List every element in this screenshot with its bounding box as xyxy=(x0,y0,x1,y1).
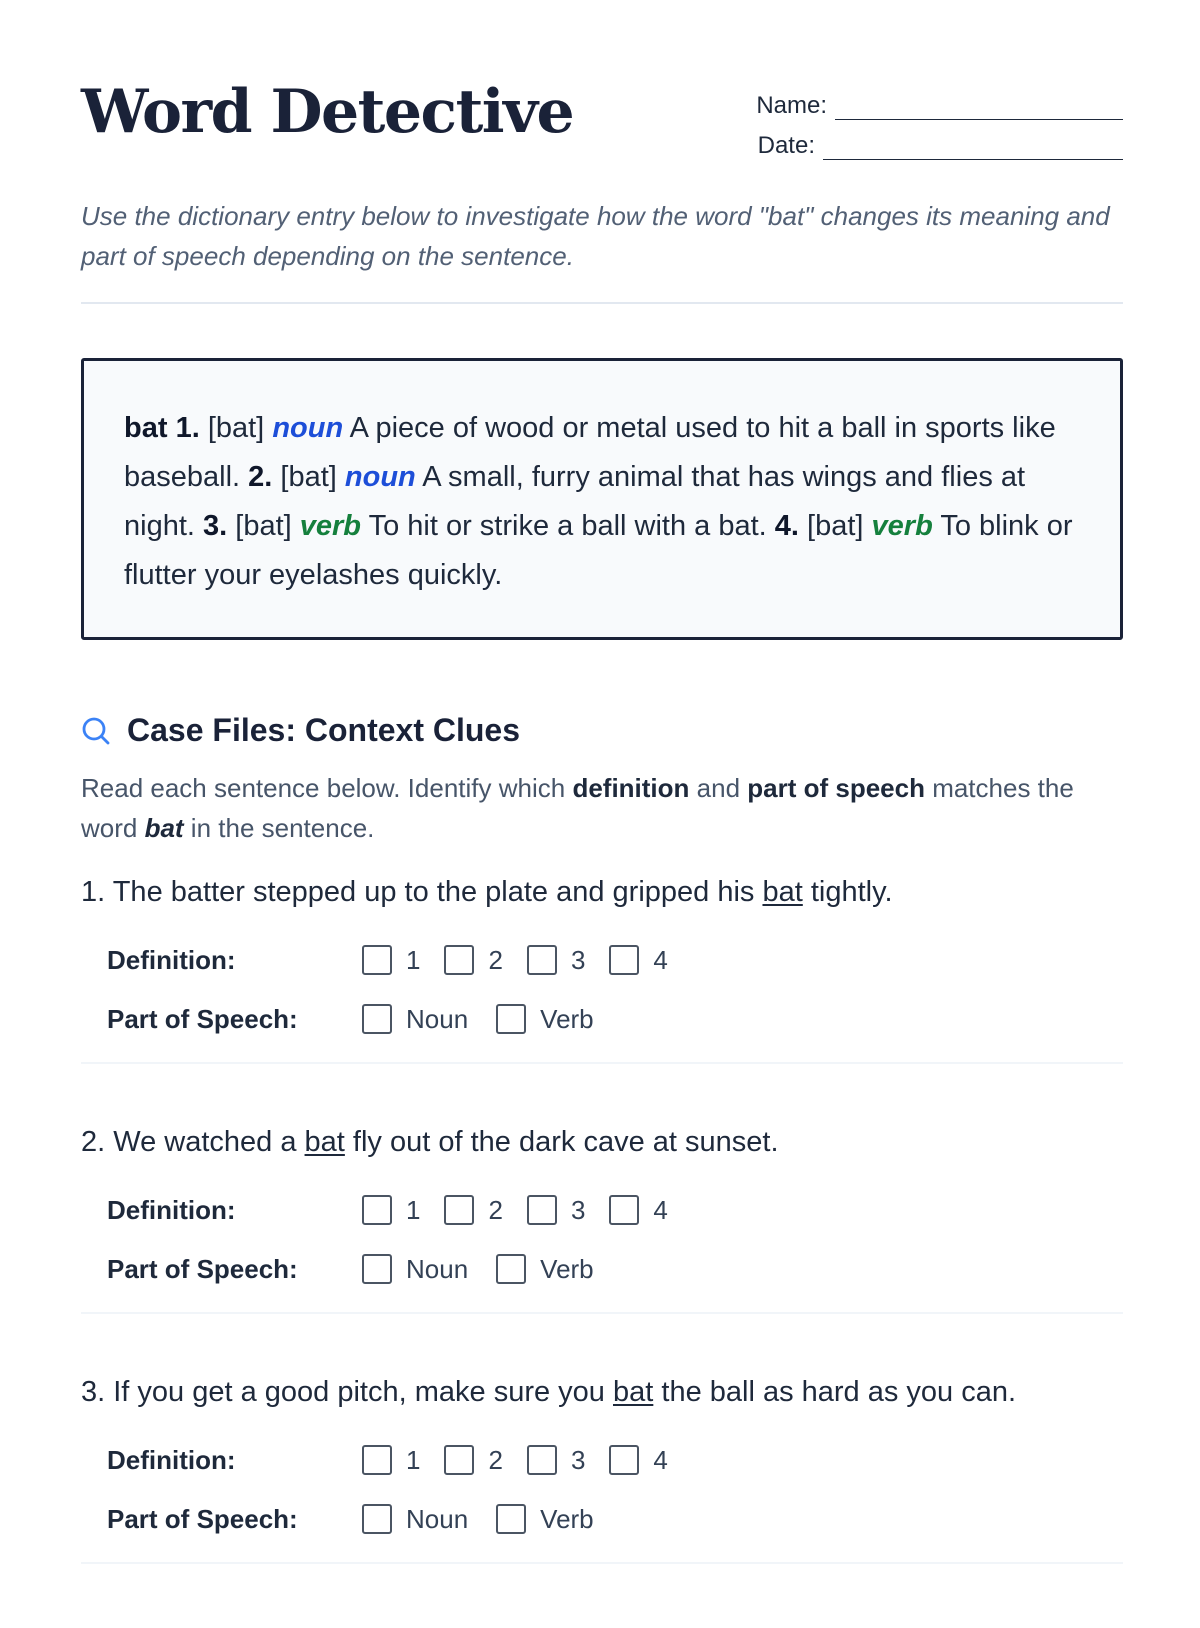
sentence-text: tightly. xyxy=(802,876,893,908)
definition-number: 4. xyxy=(774,510,799,542)
definition-row xyxy=(107,1190,692,1230)
option-label: 3 xyxy=(570,944,586,975)
part-of-speech-row xyxy=(107,1499,622,1539)
pos-option-noun[interactable] xyxy=(362,1254,468,1285)
question-card xyxy=(81,872,1123,1128)
checkbox[interactable] xyxy=(444,1195,474,1225)
part-of-speech-tag: noun xyxy=(344,461,416,493)
pronunciation: [bat] xyxy=(807,510,864,542)
part-of-speech-label: Part of Speech: xyxy=(107,1503,298,1534)
option-label: Noun xyxy=(406,1003,469,1034)
definition-option-3[interactable] xyxy=(527,1445,585,1476)
target-word: bat xyxy=(762,876,803,908)
date-label: Date: xyxy=(757,132,815,159)
sentence-text: If you get a good pitch, make sure you xyxy=(105,1376,613,1408)
target-word: bat xyxy=(613,1376,654,1408)
question-divider xyxy=(81,1312,1123,1314)
option-label: Verb xyxy=(540,1253,594,1284)
question-number: 3. xyxy=(81,1376,106,1408)
dictionary-definition xyxy=(195,510,767,542)
definition-option-3[interactable] xyxy=(527,945,585,976)
definition-text: A small, furry animal that has wings and flies at night. xyxy=(124,461,1026,542)
checkbox[interactable] xyxy=(527,1445,557,1475)
option-label: 3 xyxy=(570,1444,586,1475)
checkbox[interactable] xyxy=(444,1445,474,1475)
checkbox[interactable] xyxy=(362,1504,392,1534)
sentence-text: fly out of the dark cave at sunset. xyxy=(344,1126,779,1158)
definition-number: 1. xyxy=(175,412,200,444)
question-sentence xyxy=(81,1122,779,1162)
definition-row xyxy=(107,940,692,980)
student-info xyxy=(753,80,1123,160)
definition-text: To blink or flutter your eyelashes quickly. xyxy=(124,510,1073,591)
pos-option-noun[interactable] xyxy=(362,1504,468,1535)
definition-number: 3. xyxy=(203,510,228,542)
option-label: 1 xyxy=(406,1444,421,1475)
instructions-text: and xyxy=(689,773,748,803)
page-title: Word Detective xyxy=(81,77,574,147)
pos-option-noun[interactable] xyxy=(362,1004,468,1035)
dictionary-definitions xyxy=(124,412,1073,591)
definition-option-4[interactable] xyxy=(609,945,667,976)
question-sentence xyxy=(81,1372,1016,1412)
option-label: 2 xyxy=(488,944,503,975)
definition-text: A piece of wood or metal used to hit a ball in sports like baseball. xyxy=(124,412,1056,493)
pronunciation: [bat] xyxy=(235,510,292,542)
pos-option-verb[interactable] xyxy=(496,1004,594,1035)
definition-label: Definition: xyxy=(107,1444,236,1475)
definition-number: 2. xyxy=(248,461,273,493)
instructions-text: in the sentence. xyxy=(183,813,375,843)
option-label: Noun xyxy=(406,1503,469,1534)
checkbox[interactable] xyxy=(362,1445,392,1475)
part-of-speech-tag: noun xyxy=(272,412,344,444)
intro-text: Use the dictionary entry below to investigate how the word "bat" changes its meaning and part of speech depending on the sentence. xyxy=(81,201,1110,271)
instructions-text: matches the word xyxy=(81,773,1074,843)
instructions-target-word: bat xyxy=(144,813,184,843)
question-number: 2. xyxy=(81,1126,106,1158)
option-label: 4 xyxy=(653,1194,668,1225)
part-of-speech-label: Part of Speech: xyxy=(107,1003,298,1034)
question-number: 1. xyxy=(81,876,106,908)
definition-option-4[interactable] xyxy=(609,1445,667,1476)
checkbox[interactable] xyxy=(362,1004,392,1034)
checkbox[interactable] xyxy=(609,1195,639,1225)
definition-row xyxy=(107,1440,692,1480)
option-label: 1 xyxy=(406,944,421,975)
dictionary-entry xyxy=(81,358,1123,640)
search-icon xyxy=(81,716,111,746)
definition-option-2[interactable] xyxy=(444,945,502,976)
definition-label: Definition: xyxy=(107,1194,236,1225)
definition-option-2[interactable] xyxy=(444,1195,502,1226)
checkbox[interactable] xyxy=(496,1254,526,1284)
instructions-text: Read each sentence below. Identify which xyxy=(81,773,573,803)
checkbox[interactable] xyxy=(496,1004,526,1034)
checkbox[interactable] xyxy=(527,1195,557,1225)
option-label: Verb xyxy=(540,1503,594,1534)
question-divider xyxy=(81,1062,1123,1064)
checkbox[interactable] xyxy=(362,1254,392,1284)
divider xyxy=(81,302,1123,304)
definition-option-2[interactable] xyxy=(444,1445,502,1476)
section-title: Case Files: Context Clues xyxy=(127,712,520,748)
definition-text: To hit or strike a ball with a bat. xyxy=(368,510,767,542)
part-of-speech-tag: verb xyxy=(299,510,362,542)
instructions-emphasis-pos: part of speech xyxy=(747,773,925,803)
sentence-text: the ball as hard as you can. xyxy=(653,1376,1017,1408)
option-label: Noun xyxy=(406,1253,469,1284)
pos-option-verb[interactable] xyxy=(496,1504,594,1535)
header xyxy=(81,0,1123,170)
date-blank[interactable] xyxy=(823,135,1123,160)
checkbox[interactable] xyxy=(609,1445,639,1475)
dictionary-word: bat xyxy=(124,412,168,444)
sentence-text: We watched a xyxy=(105,1126,305,1158)
option-label: 1 xyxy=(406,1194,421,1225)
definition-option-1[interactable] xyxy=(362,945,420,976)
question-sentence xyxy=(81,872,893,912)
date-row xyxy=(753,120,1123,160)
checkbox[interactable] xyxy=(609,945,639,975)
worksheet xyxy=(81,0,1123,1534)
option-label: 4 xyxy=(653,944,668,975)
definition-option-3[interactable] xyxy=(527,1195,585,1226)
target-word: bat xyxy=(304,1126,345,1158)
option-label: 2 xyxy=(488,1194,503,1225)
definition-label: Definition: xyxy=(107,944,236,975)
checkbox[interactable] xyxy=(527,945,557,975)
checkbox[interactable] xyxy=(496,1504,526,1534)
instructions xyxy=(81,768,1123,848)
option-label: 4 xyxy=(653,1444,668,1475)
option-label: 3 xyxy=(570,1194,586,1225)
pronunciation: [bat] xyxy=(207,412,265,444)
instructions-emphasis-definition: definition xyxy=(572,773,690,803)
question-divider xyxy=(81,1562,1123,1564)
question-card xyxy=(81,1372,1123,1628)
name-label: Name: xyxy=(756,92,827,119)
name-blank[interactable] xyxy=(835,95,1123,120)
part-of-speech-label: Part of Speech: xyxy=(107,1253,298,1284)
pos-option-verb[interactable] xyxy=(496,1254,594,1285)
part-of-speech-row xyxy=(107,999,622,1039)
name-row xyxy=(753,80,1123,120)
part-of-speech-row xyxy=(107,1249,622,1289)
section-header xyxy=(81,712,520,749)
sentence-text: The batter stepped up to the plate and gripped his xyxy=(105,876,763,908)
option-label: Verb xyxy=(540,1003,594,1034)
checkbox[interactable] xyxy=(362,1195,392,1225)
checkbox[interactable] xyxy=(444,945,474,975)
question-card xyxy=(81,1122,1123,1378)
definition-option-1[interactable] xyxy=(362,1445,420,1476)
definition-option-1[interactable] xyxy=(362,1195,420,1226)
part-of-speech-tag: verb xyxy=(871,510,933,542)
checkbox[interactable] xyxy=(362,945,392,975)
pronunciation: [bat] xyxy=(280,461,337,493)
definition-option-4[interactable] xyxy=(609,1195,667,1226)
option-label: 2 xyxy=(488,1444,503,1475)
